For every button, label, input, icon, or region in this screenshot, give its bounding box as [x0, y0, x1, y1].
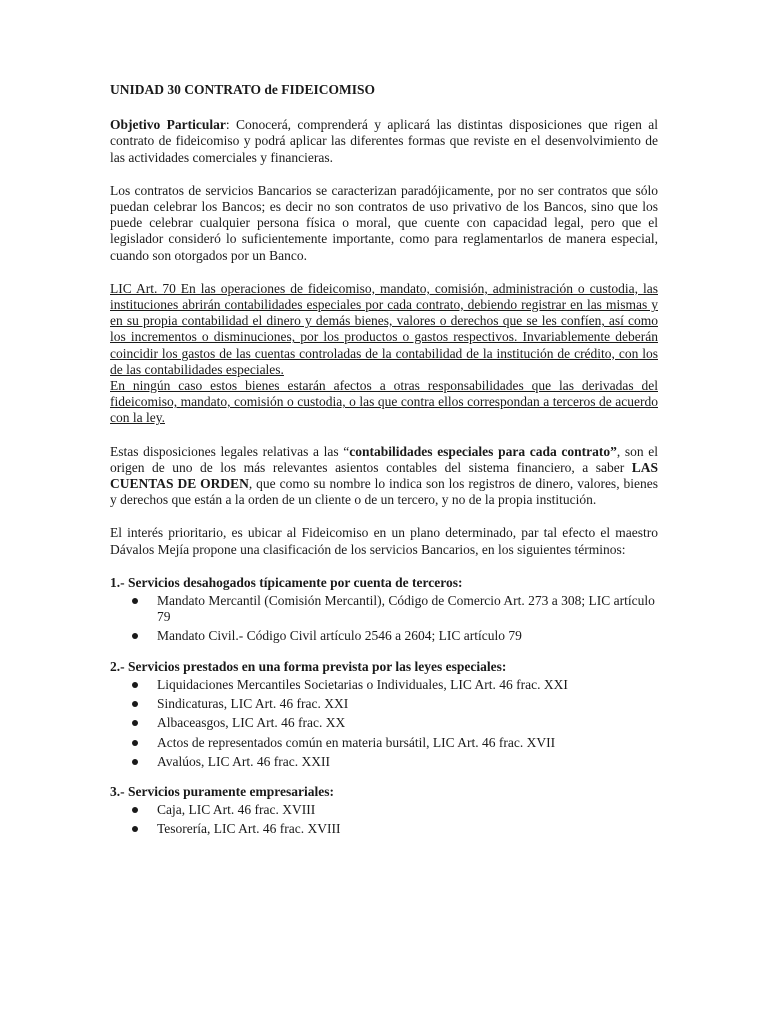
section-3: [110, 784, 658, 838]
section-1: [110, 575, 658, 645]
intro-paragraph: Los contratos de servicios Bancarios se caracterizan paradójicamente, por no ser contratos que sólo puedan celebrar los Bancos; es decir no son contratos de uso privativo de los Bancos, sino que los puede celebrar cualquier persona física o moral, que cuente con capacidad legal, pero que el legislador consideró lo suficientemente importante, como para reglamentarlos de manera especial, cuando son otorgados por un Banco.: [110, 182, 658, 263]
bullet-icon: [132, 740, 138, 746]
list-item: [110, 593, 658, 625]
list-item: [110, 735, 658, 751]
list-item: [110, 677, 658, 693]
lic-article-70: LIC Art. 70 En las operaciones de fideicomiso, mandato, comisión, administración o custodia, las instituciones abrirán contabilidades especiales por cada contrato, debiendo registrar en las mismas y en su propia contabilidad el dinero y demás bienes, valores o derechos que se les confíen, así como los incrementos o disminuciones, por los productos o gastos respectivos. Invariablemente deberán coincidir los gastos de las cuentas controladas de la contabilidad de la institución de crédito, con los de las contabilidades especiales.: [110, 280, 658, 377]
text-run: , que como su nombre lo indica son los registros de dinero, valores, bienes y derechos que están a la orden de un cliente o de un tercero, y no de la propia institución.: [110, 476, 658, 508]
objective-text: : Conocerá, comprenderá y aplicará las distintas disposiciones que rigen al contrato de fideicomiso y podrá aplicar las diferentes formas que reviste en el desenvolvimiento de las actividades comerciales y financieras.: [110, 117, 658, 165]
list-item-text: Actos de representados común en materia bursátil, LIC Art. 46 frac. XVII: [157, 734, 556, 750]
list-item: [110, 821, 658, 837]
objective-paragraph: [110, 117, 658, 166]
list-item: [110, 628, 658, 644]
bold-term-contabilidades: contabilidades especiales para cada contrato”: [349, 443, 617, 459]
bullet-icon: [132, 682, 138, 688]
list-item-text: Avalúos, LIC Art. 46 frac. XXII: [157, 753, 330, 769]
list-item-text: Liquidaciones Mercantiles Societarias o Individuales, LIC Art. 46 frac. XXI: [157, 676, 568, 692]
bullet-icon: [132, 807, 138, 813]
bullet-icon: [132, 759, 138, 765]
section-heading: 3.- Servicios puramente empresariales:: [110, 783, 334, 799]
list-item-text: Caja, LIC Art. 46 frac. XVIII: [157, 802, 316, 818]
cuentas-orden-paragraph: [110, 444, 658, 509]
section-heading: 2.- Servicios prestados en una forma prevista por las leyes especiales:: [110, 658, 507, 674]
classification-paragraph: El interés prioritario, es ubicar al Fideicomiso en un plano determinado, par tal efecto el maestro Dávalos Mejía propone una clasificación de los servicios Bancarios, en los siguientes términos:: [110, 525, 658, 557]
list-item: [110, 802, 658, 818]
text-run: Estas disposiciones legales relativas a las “: [110, 443, 350, 459]
list-item-text: Albaceasgos, LIC Art. 46 frac. XX: [157, 715, 346, 731]
document-body: [110, 82, 658, 852]
list-item-text: Mandato Mercantil (Comisión Mercantil), Código de Comercio Art. 273 a 308; LIC artículo 79: [157, 593, 655, 625]
bullet-list: [110, 677, 658, 770]
list-item-text: Mandato Civil.- Código Civil artículo 2546 a 2604; LIC artículo 79: [157, 628, 522, 644]
bullet-icon: [132, 633, 138, 639]
bullet-icon: [132, 720, 138, 726]
list-item: [110, 754, 658, 770]
bullet-icon: [132, 826, 138, 832]
section-heading: 1.- Servicios desahogados típicamente por cuenta de terceros:: [110, 574, 463, 590]
document-title: UNIDAD 30 CONTRATO de FIDEICOMISO: [110, 82, 376, 97]
lic-article-70-continued: En ningún caso estos bienes estarán afectos a otras responsabilidades que las derivadas del fideicomiso, mandato, comisión o custodia, o las que contra ellos correspondan a terceros de acuerdo con la ley.: [110, 378, 658, 426]
section-2: [110, 659, 658, 770]
list-item: [110, 715, 658, 731]
list-item-text: Sindicaturas, LIC Art. 46 frac. XXI: [157, 696, 349, 712]
bold-term-cuentas-orden: LAS CUENTAS DE ORDEN: [110, 459, 658, 492]
bullet-list: [110, 593, 658, 645]
bullet-icon: [132, 598, 138, 604]
objective-label: Objetivo Particular: [110, 117, 226, 133]
bullet-icon: [132, 701, 138, 707]
bullet-list: [110, 802, 658, 837]
list-item-text: Tesorería, LIC Art. 46 frac. XVIII: [157, 821, 341, 837]
list-item: [110, 696, 658, 712]
text-run: , son el origen de uno de los más relevantes asientos contables del sistema financiero, a saber: [110, 443, 658, 475]
